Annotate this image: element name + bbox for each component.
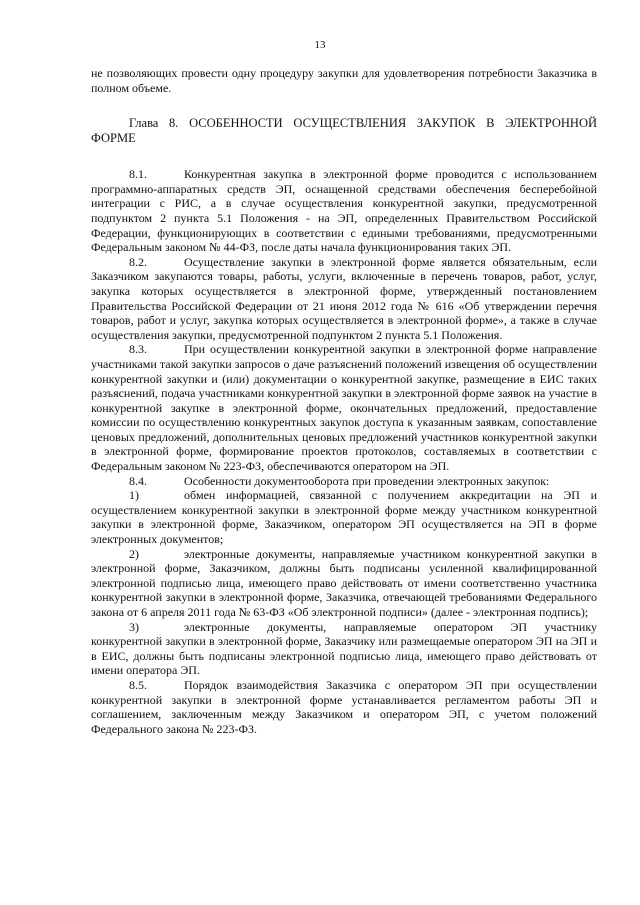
clause-8-1: [91, 167, 597, 255]
clause-8-5: [91, 678, 597, 736]
chapter-heading: Глава 8. ОСОБЕННОСТИ ОСУЩЕСТВЛЕНИЯ ЗАКУПОК В ЭЛЕКТРОННОЙ ФОРМЕ: [91, 116, 597, 146]
page-number: 13: [314, 39, 326, 51]
clause-text: Особенности документооборота при проведении электронных закупок:: [184, 473, 550, 488]
clause-text: Порядок взаимодействия Заказчика с оператором ЭП при осуществлении конкурентной закупки в электронной форме устанавливается регламентом работы ЭП и соглашением, заключенным между Заказчиком и оператором ЭП, с учетом положений Федерального закона № 223-ФЗ.: [91, 677, 597, 736]
clause-8-2: [91, 255, 597, 343]
clause-text: При осуществлении конкурентной закупки в электронной форме направление участниками такой закупки запросов о даче разъяснений положений извещения об осуществлении конкурентной закупки и (или) документации о конкурентной закупке, размещение в ЕИС таких разъяснений, подача участниками конкурентной закупки в электронной форме заявок на участие в конкурентной закупке в электронной форме, окончательных предложений, предоставление комиссии по осуществлению конкурентных закупок доступа к указанным заявкам, сопоставление ценовых предложений, дополнительных ценовых предложений участников конкурентной закупки в электронной форме, формирование проектов протоколов, составляемых в соответствии с Федеральным законом № 223-ФЗ, обеспечиваются оператором на ЭП.: [91, 342, 597, 474]
subclause-text: обмен информацией, связанной с получением аккредитации на ЭП и осуществлением конкурентной закупки в электронной форме между участником конкурентной закупки в электронной форме, Заказчиком, оператором ЭП осуществляется на ЭП в форме электронных документов;: [91, 488, 597, 547]
clause-number: 8.1.: [129, 167, 147, 182]
clause-number: 8.3.: [129, 342, 147, 357]
clause-8-4: [91, 474, 597, 489]
continuation-paragraph: не позволяющих провести одну процедуру закупки для удовлетворения потребности Заказчика в полном объеме.: [91, 66, 597, 95]
subclause-number: 2): [129, 546, 139, 561]
subclause-number: 1): [129, 488, 139, 503]
clause-number: 8.2.: [129, 254, 147, 269]
page-body: [91, 66, 597, 736]
subclause-text: электронные документы, направляемые участником конкурентной закупки в электронной форме, Заказчиком, должны быть подписаны усиленной квалифицированной электронной подписью лица, имеющего право действовать от имени соответственно участника конкурентной закупки в электронной форме, Заказчика, отвечающей требованиями Федерального закона от 6 апреля 2011 года № 63-ФЗ «Об электронной подписи» (далее - электронная подпись);: [91, 546, 597, 619]
subclause-2: [91, 547, 597, 620]
clause-8-3: [91, 342, 597, 473]
subclause-3: [91, 620, 597, 678]
subclause-1: [91, 488, 597, 546]
clause-text: Конкурентная закупка в электронной форме проводится с использованием программно-аппаратных средств ЭП, оснащенной средствами обеспечения бесперебойной интеграции с РИС, а в случае осуществления конкурентной закупки, предусмотренной подпунктом 2 пункта 5.1 Положения - на ЭП, определенных Правительством Российской Федерации, функционирующих в соответствии с едиными требованиями, предусмотренными Федеральным законом № 44-ФЗ, после даты начала функционирования таких ЭП.: [91, 167, 597, 255]
subclause-number: 3): [129, 619, 139, 634]
clause-number: 8.5.: [129, 677, 147, 692]
clause-text: Осуществление закупки в электронной форме является обязательным, если Заказчиком закупаются товары, работы, услуги, включенные в перечень товаров, работ, услуг, закупка которых осуществляется в электронной форме, утвержденный постановлением Правительства Российской Федерации от 21 июня 2012 года № 616 «Об утверждении перечня товаров, работ и услуг, закупка которых осуществляется в электронной форме», а также в случае осуществления закупки, предусмотренной подпунктом 2 пункта 5.1 Положения.: [91, 254, 597, 342]
subclause-text: электронные документы, направляемые оператором ЭП участнику конкурентной закупки в электронной форме, Заказчику или размещаемые оператором ЭП на ЭП и в ЕИС, должны быть подписаны электронной подписью лица, имеющего право действовать от имени оператора ЭП.: [91, 619, 597, 678]
clause-number: 8.4.: [129, 473, 147, 488]
